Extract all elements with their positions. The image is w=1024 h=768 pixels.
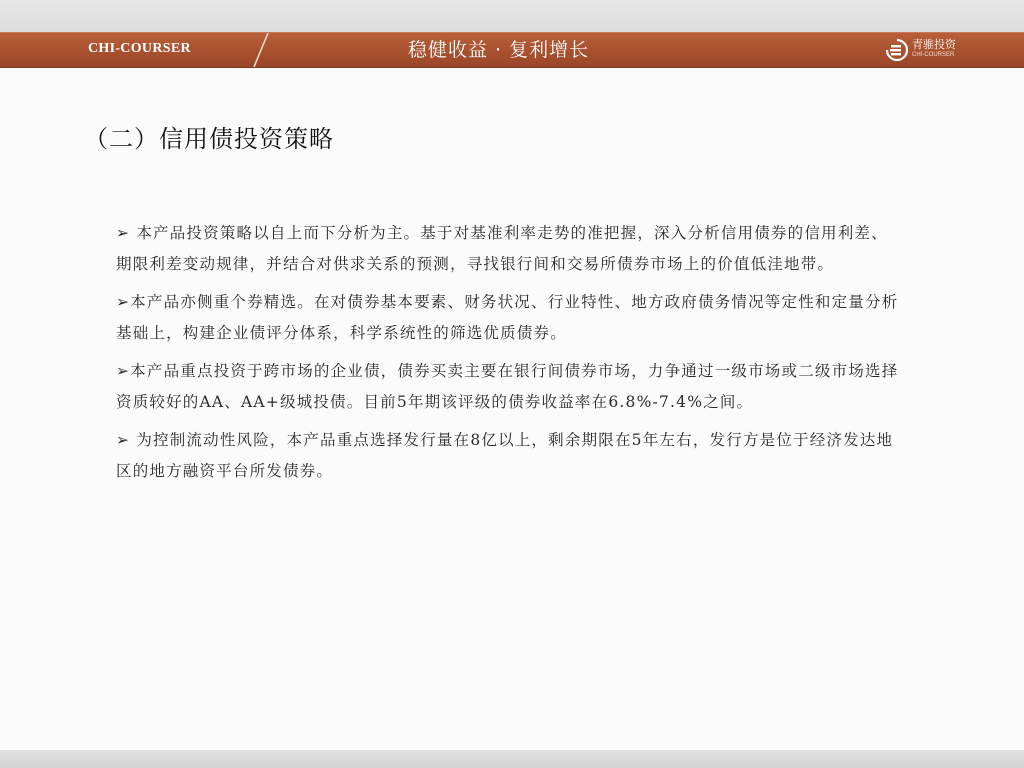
logo-subtitle: CHI-COURSER	[912, 52, 955, 58]
bottom-strip	[0, 750, 1024, 768]
header-brand: CHI-COURSER	[88, 41, 191, 56]
bullet-paragraph: ➢ 本产品投资策略以自上而下分析为主。基于对基准利率走势的准把握，深入分析信用债券的信用利差、期限利差变动规律，并结合对供求关系的预测，寻找银行间和交易所债券市场上的价值低洼地带。	[116, 224, 888, 273]
header-bar	[0, 32, 1024, 68]
company-logo	[886, 37, 986, 63]
logo-name: 青骓投资	[912, 38, 956, 51]
bullet-paragraph: ➢本产品亦侧重个券精选。在对债券基本要素、财务状况、行业特性、地方政府债务情况等定性和定量分析基础上，构建企业债评分体系，科学系统性的筛选优质债券。	[116, 293, 899, 342]
content-body	[116, 218, 900, 494]
logo-mark-icon	[886, 39, 908, 61]
header-slogan: 稳健收益 · 复利增长	[408, 39, 590, 61]
slide-title: （二）信用债投资策略	[84, 125, 334, 153]
bullet-paragraph: ➢本产品重点投资于跨市场的企业债，债券买卖主要在银行间债券市场，力争通过一级市场或二级市场选择资质较好的AA、AA+级城投债。目前5年期该评级的债券收益率在6.8%-7.4%之间。	[116, 362, 899, 411]
top-strip	[0, 0, 1024, 32]
header-divider-icon	[246, 33, 276, 67]
bullet-paragraph: ➢ 为控制流动性风险，本产品重点选择发行量在8亿以上，剩余期限在5年左右，发行方是位于经济发达地区的地方融资平台所发债券。	[116, 431, 894, 480]
